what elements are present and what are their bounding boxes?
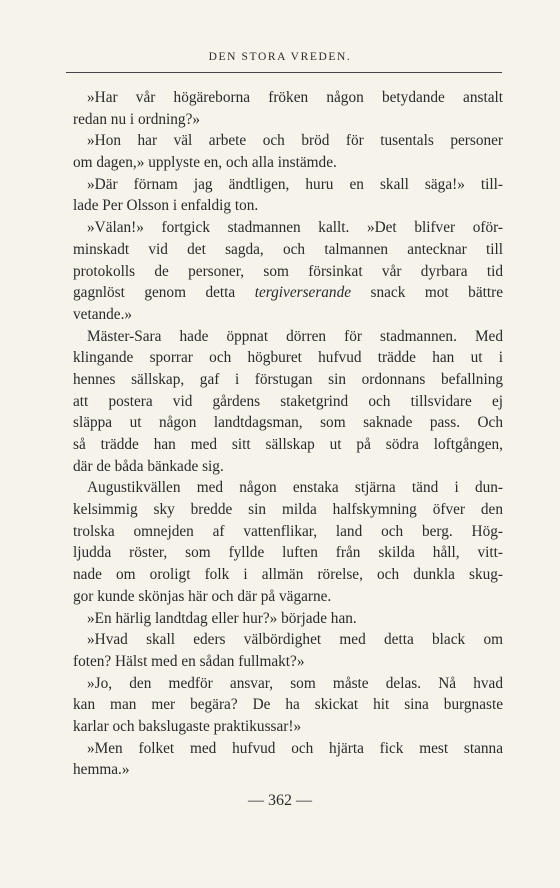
text-line: protokolls de personer, som försinkat vår dyrbara tid (73, 262, 503, 280)
text-line: minskadt vid det sagda, och talmannen antecknar till (73, 240, 503, 258)
text-line: »Där förnam jag ändtligen, huru en skall säga!» till- (87, 175, 503, 193)
text-line: gagnlöst genom detta tergiverserande snack mot bättre (73, 284, 504, 302)
text-line: »Jo, den medför ansvar, som måste delas. Nå hvad (87, 674, 503, 692)
text-line: där de båda bänkade sig. (73, 457, 224, 475)
text-line: så trädde han med sitt sällskap ut på södra loftgången, (73, 436, 503, 453)
text-line: »Har vår högäreborna fröken någon betydande anstalt (87, 89, 503, 106)
text-line: nade om oroligt folk i allmän rörelse, och dunkla skug- (73, 566, 503, 584)
text-line: »Hvad skall eders välbördighet med detta black om (87, 631, 503, 649)
text-line: kan man mer begära? De ha skickat hit sina burgnaste (73, 696, 503, 714)
text-line: om dagen,» upplyste en, och alla instämde. (73, 154, 337, 172)
text-line: karlar och bakslugaste praktikussar!» (73, 717, 302, 735)
text-line: Augustikvällen med någon enstaka stjärna tänd i dun- (87, 479, 503, 497)
text-line: trolska omnejden af vattenflikar, land och berg. Hög- (73, 522, 503, 540)
text-line: kelsimmig sky bredde sin milda halfskymning öfver den (73, 501, 503, 519)
header-rule (66, 72, 502, 73)
text-line: släppa ut någon landtdagsman, som saknade pass. Och (73, 414, 503, 432)
text-line: hemma.» (73, 761, 130, 779)
text-line: gor kunde skönjas här och där på vägarne. (73, 587, 332, 605)
text-line: hennes sällskap, gaf i förstugan sin ordonnans befallning (73, 370, 503, 388)
body-text (73, 87, 503, 781)
page-number: — 362 — (248, 792, 312, 809)
text-line: »Hon har väl arbete och bröd för tusentals personer (87, 132, 503, 150)
text-line: »Men folket med hufvud och hjärta fick mest stanna (87, 739, 503, 757)
text-line: redan nu i ordning?» (73, 110, 201, 128)
text-line: att postera vid gårdens staketgrind och tillsvidare ej (73, 392, 503, 410)
text-line: Mäster-Sara hade öppnat dörren för stadmannen. Med (87, 327, 503, 345)
text-line: ljudda röster, som fyllde luften från skilda håll, vitt- (73, 544, 503, 562)
text-line: foten? Hälst med en sådan fullmakt?» (73, 652, 305, 670)
running-head: DEN STORA VREDEN. (208, 51, 352, 63)
text-line: »Välan!» fortgick stadmannen kallt. »Det blifver oför- (87, 219, 503, 237)
text-line: lade Per Olsson i enfaldig ton. (73, 197, 259, 215)
text-line: klingande sporrar och högburet hufvud trädde han ut i (73, 349, 503, 367)
text-line: vetande.» (73, 305, 133, 323)
text-line: »En härlig landtdag eller hur?» började han. (87, 609, 357, 627)
